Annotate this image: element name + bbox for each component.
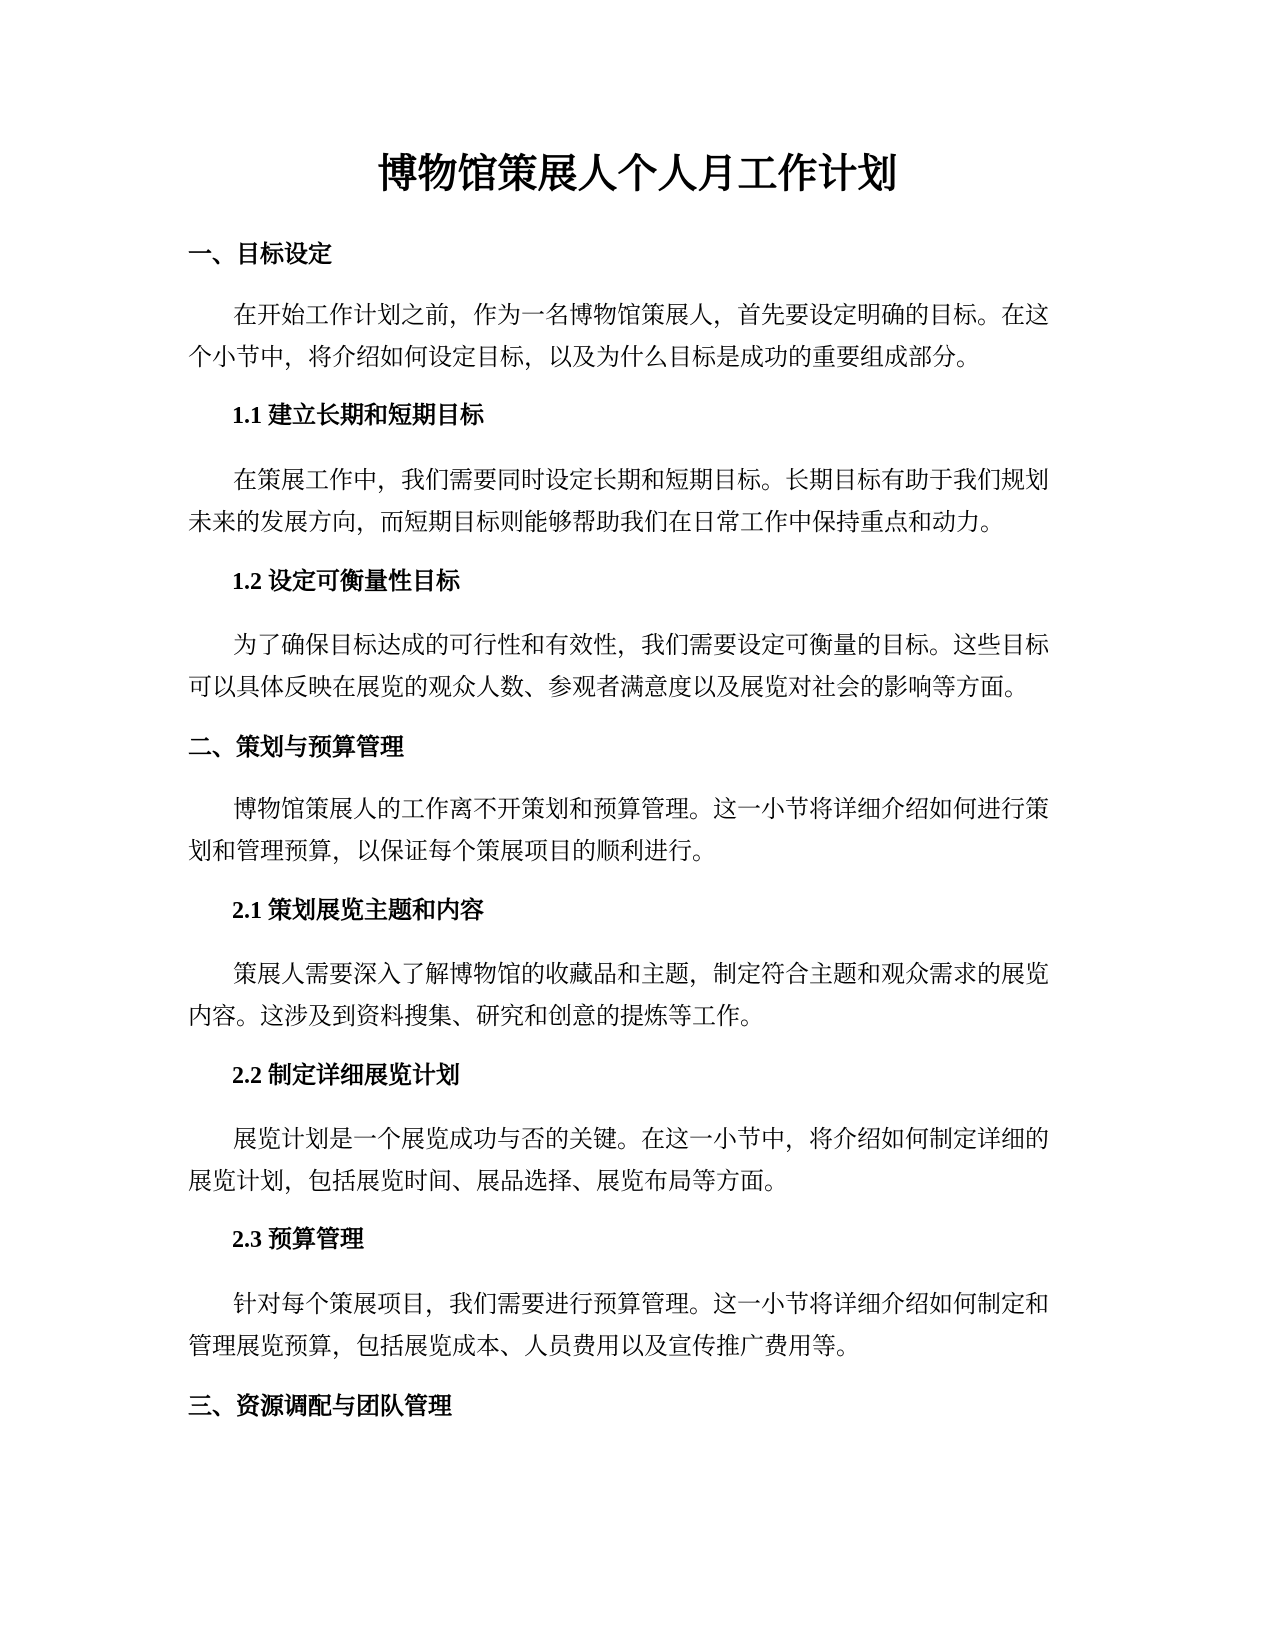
paragraph-line: 策展人需要深入了解博物馆的收藏品和主题，制定符合主题和观众需求的展览 (233, 960, 1049, 988)
subsection-heading-1-1: 1.1 建立长期和短期目标 (232, 403, 484, 429)
section-heading-planning-budget: 二、策划与预算管理 (188, 733, 404, 761)
section-intro-goal-setting (188, 294, 1086, 378)
section-intro-planning-budget (188, 788, 1086, 872)
paragraph-line: 针对每个策展项目，我们需要进行预算管理。这一小节将详细介绍如何制定和 (233, 1290, 1049, 1318)
paragraph-line: 为了确保目标达成的可行性和有效性，我们需要设定可衡量的目标。这些目标 (233, 631, 1049, 659)
paragraph-line: 可以具体反映在展览的观众人数、参观者满意度以及展览对社会的影响等方面。 (188, 673, 1028, 701)
paragraph-line: 内容。这涉及到资料搜集、研究和创意的提炼等工作。 (188, 1002, 764, 1030)
paragraph-line: 博物馆策展人的工作离不开策划和预算管理。这一小节将详细介绍如何进行策 (233, 795, 1049, 823)
paragraph-line: 在策展工作中，我们需要同时设定长期和短期目标。长期目标有助于我们规划 (233, 466, 1049, 494)
subsection-body-2-3 (188, 1283, 1086, 1367)
subsection-body-1-2 (188, 624, 1086, 708)
section-heading-resources-team: 三、资源调配与团队管理 (188, 1392, 452, 1420)
subsection-heading-2-1: 2.1 策划展览主题和内容 (232, 898, 484, 924)
paragraph-line: 在开始工作计划之前，作为一名博物馆策展人，首先要设定明确的目标。在这 (233, 301, 1049, 329)
paragraph-line: 管理展览预算，包括展览成本、人员费用以及宣传推广费用等。 (188, 1332, 860, 1360)
section-heading-goal-setting: 一、目标设定 (188, 240, 332, 268)
subsection-body-1-1 (188, 459, 1086, 543)
paragraph-line: 展览计划是一个展览成功与否的关键。在这一小节中，将介绍如何制定详细的 (233, 1125, 1049, 1153)
subsection-body-2-2 (188, 1118, 1086, 1202)
subsection-heading-1-2: 1.2 设定可衡量性目标 (232, 569, 460, 595)
paragraph-line: 未来的发展方向，而短期目标则能够帮助我们在日常工作中保持重点和动力。 (188, 508, 1004, 536)
subsection-body-2-1 (188, 953, 1086, 1037)
subsection-heading-2-3: 2.3 预算管理 (232, 1227, 364, 1253)
document-title: 博物馆策展人个人月工作计划 (377, 151, 898, 197)
subsection-heading-2-2: 2.2 制定详细展览计划 (232, 1063, 460, 1089)
paragraph-line: 个小节中，将介绍如何设定目标，以及为什么目标是成功的重要组成部分。 (188, 343, 980, 371)
paragraph-line: 划和管理预算，以保证每个策展项目的顺利进行。 (188, 837, 716, 865)
paragraph-line: 展览计划，包括展览时间、展品选择、展览布局等方面。 (188, 1167, 788, 1195)
